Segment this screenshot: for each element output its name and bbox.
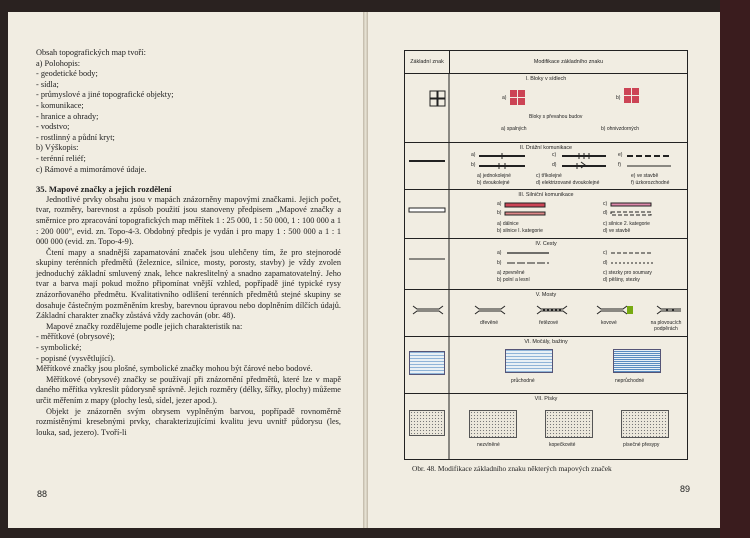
item-label: nezvlněné xyxy=(477,442,500,448)
swamp-passable-symbol xyxy=(505,349,553,373)
table-row-swamps xyxy=(405,337,687,394)
letter: a) xyxy=(497,201,502,207)
item-label: e) ve stavbě xyxy=(631,173,659,179)
content-line: - komunikace; xyxy=(36,100,84,110)
item-label: na plovoucích podpěrách xyxy=(650,320,682,332)
content-line: - sídla; xyxy=(36,79,59,89)
item-label: kopečkovité xyxy=(549,442,576,448)
paragraph: Měřítkové značky jsou plošné, symbolické značky mohou být čárové nebo bodové. xyxy=(36,364,313,374)
row-title: III. Silniční komunikace xyxy=(518,192,574,198)
row-title: I. Bloky v sídlech xyxy=(525,76,567,82)
letter: b) xyxy=(497,210,502,216)
letter: d) xyxy=(552,162,557,168)
letter: f) xyxy=(618,162,622,168)
item-label: a) jednokolejné xyxy=(477,173,511,179)
roads-cell xyxy=(405,190,687,238)
item-label: průchodné xyxy=(511,378,535,384)
paragraph: Měřítkové (obrysové) značky se používají při znázornění předmětů, které lze v mapě daného měřítka vykreslit půdorysně správně. Jejich rozměry (délky, šířky, plochy) můžeme určit měřením z mapy (plochy lesů, sídel, jezer apod.). xyxy=(36,374,341,405)
bridges-cell xyxy=(405,290,687,336)
content-line: c) Rámové a mimorámové údaje. xyxy=(36,164,147,174)
letter: a) xyxy=(471,152,476,158)
paragraph: Objekt je znázorněn svým obrysem vyplněným barvou, popřípadě rovnoměrně rozmístěnými kresebnými prvky, charakterizujícími kvalitu jevu uvnitř půdorysu (les, louka, sad, jezero). Tvoří-li xyxy=(36,406,341,437)
header-modifications: Modifikace základního znaku xyxy=(533,59,604,65)
item-label: a) zpevněné xyxy=(497,270,525,276)
letter: a) xyxy=(497,250,502,256)
swamp-impassable-symbol xyxy=(613,349,661,373)
item-label: b) polní a lesní xyxy=(497,277,530,283)
row-subtitle: Bloky s převahou budov xyxy=(529,114,583,120)
letter: e) xyxy=(618,152,623,158)
item-label: kovové xyxy=(601,320,617,326)
path-symbols xyxy=(405,239,687,289)
item-label: f) úzkorozchodné xyxy=(631,180,670,186)
blocks-cell xyxy=(405,74,687,142)
letter: b) xyxy=(471,162,476,168)
item-label: b) dvoukolejné xyxy=(477,180,510,186)
figure-caption: Obr. 48. Modifikace základního znaku některých mapových značek xyxy=(412,464,612,473)
item-label: d) elektrizované dvoukolejné xyxy=(536,180,600,186)
page-number-left: 88 xyxy=(37,489,48,499)
content-line: b) Výškopis: xyxy=(36,143,79,153)
content-line: Obsah topografických map tvoří: xyxy=(36,48,146,57)
letter: d) xyxy=(603,210,608,216)
content-line: a) Polohopis: xyxy=(36,58,81,68)
page-number-right: 89 xyxy=(680,484,691,494)
header-base-sign: Základní znak xyxy=(405,51,450,73)
road-symbols xyxy=(405,190,687,238)
table-header xyxy=(405,51,687,74)
item-label: c) stezky pro soumary xyxy=(603,270,652,276)
list-item: - popisné (vysvětlující). xyxy=(36,353,116,363)
item-label: d) pěšiny, stezky xyxy=(603,277,640,283)
swamp-base-symbol xyxy=(409,351,445,375)
row-title: VI. Močály, bažiny xyxy=(524,339,568,345)
item-label: c) tříkolejné xyxy=(536,173,562,179)
content-line: - hranice a ohrady; xyxy=(36,111,99,121)
map-symbols-table xyxy=(404,50,688,460)
sand-flat-symbol xyxy=(469,410,517,438)
letter: c) xyxy=(603,250,608,256)
paragraph: Čtení mapy a snadnější zapamatování značek jsou ulehčeny tím, že pro stejnorodé skupiny terénních předmětů (železnice, silnice, mosty, porosty, stavby) je vždy zvolen jednoduchý základní smluvený znak, lehce nakreslitelný a snadno zapamatovatelný. Jeho tvar a barva mají pokud možno připomínat vnější vzhled, popřípadě jiné typické rysy znázorňovaného předmětu. Kvalitativního odlišení terénních předmětů stejné skupiny se dosahuje částečným pozměněním kresby, barevnou úpravou nebo doplněním dílčích údajů. Základní charakter značky zůstává vždy zachován (obr. 48). xyxy=(36,247,341,321)
content-line: - geodetické body; xyxy=(36,69,98,79)
letter: d) xyxy=(603,260,608,266)
label-a: a) xyxy=(502,95,507,101)
letter: c) xyxy=(552,152,557,158)
sands-cell xyxy=(405,394,687,459)
list-item: - symbolické; xyxy=(36,343,82,353)
row-title: IV. Cesty xyxy=(535,241,557,247)
item-label: a) spalných xyxy=(501,126,527,132)
label-b: b) xyxy=(616,95,621,101)
sand-dunes-symbol xyxy=(621,410,669,438)
content-line: - vodstvo; xyxy=(36,122,70,132)
row-title: V. Mosty xyxy=(535,292,557,298)
table-row-blocks xyxy=(405,74,687,143)
item-label: písečné přesypy xyxy=(623,442,660,448)
item-label: d) ve stavbě xyxy=(603,228,631,234)
item-label: řetězové xyxy=(539,320,559,326)
content-line: - rostlinný a půdní kryt; xyxy=(36,132,115,142)
item-label: a) dálnice xyxy=(497,221,519,227)
sand-base-symbol xyxy=(409,410,445,436)
block-symbols xyxy=(405,74,687,142)
row-title: VII. Písky xyxy=(534,396,558,402)
item-label: b) silnice I. kategorie xyxy=(497,228,543,234)
table-row-railways xyxy=(405,143,687,190)
letter: c) xyxy=(603,201,608,207)
content-list xyxy=(36,48,341,175)
table-row-paths xyxy=(405,239,687,290)
list-item: - měřítkové (obrysové); xyxy=(36,332,115,342)
item-label: neprůchodné xyxy=(615,378,645,384)
table-row-sands xyxy=(405,394,687,459)
letter: b) xyxy=(497,260,502,266)
item-label: dřevěné xyxy=(480,320,499,326)
paragraph: Mapové značky rozdělujeme podle jejich charakteristik na: xyxy=(46,321,243,331)
row-title: II. Drážní komunikace xyxy=(519,145,573,151)
sand-hills-symbol xyxy=(545,410,593,438)
item-label: c) silnice 2. kategorie xyxy=(603,221,650,227)
section-heading: 35. Mapové značky a jejich rozdělení xyxy=(36,184,172,195)
book-cover-edge xyxy=(720,0,750,538)
swamps-cell xyxy=(405,337,687,393)
railways-cell xyxy=(405,143,687,189)
left-page-text xyxy=(36,48,341,438)
table-row-bridges xyxy=(405,290,687,337)
content-line: - terénní reliéf; xyxy=(36,153,86,163)
table-row-roads xyxy=(405,190,687,239)
paragraph: Jednotlivé prvky obsahu jsou v mapách znázorněny mapovými značkami. Jejich počet, tvar, rozměry, barevnost a způsob použití jsou stanoveny předpisem „Mapové značky a směrnice pro zpracování topografických map měřítek 1 : 25 000, 1 : 50 000, 1 : 100 000 a 1 : 200 000", evid. zn. Topo-4-3. Obdobný předpis je vydán i pro mapy 1 : 500 000 a 1 : 1 000 000 (evid. zn. Topo-4-9). xyxy=(36,194,341,247)
content-line: - průmyslové a jiné topografické objekty; xyxy=(36,90,174,100)
paths-cell xyxy=(405,239,687,289)
item-label: b) ohnivzdorných xyxy=(601,126,640,132)
